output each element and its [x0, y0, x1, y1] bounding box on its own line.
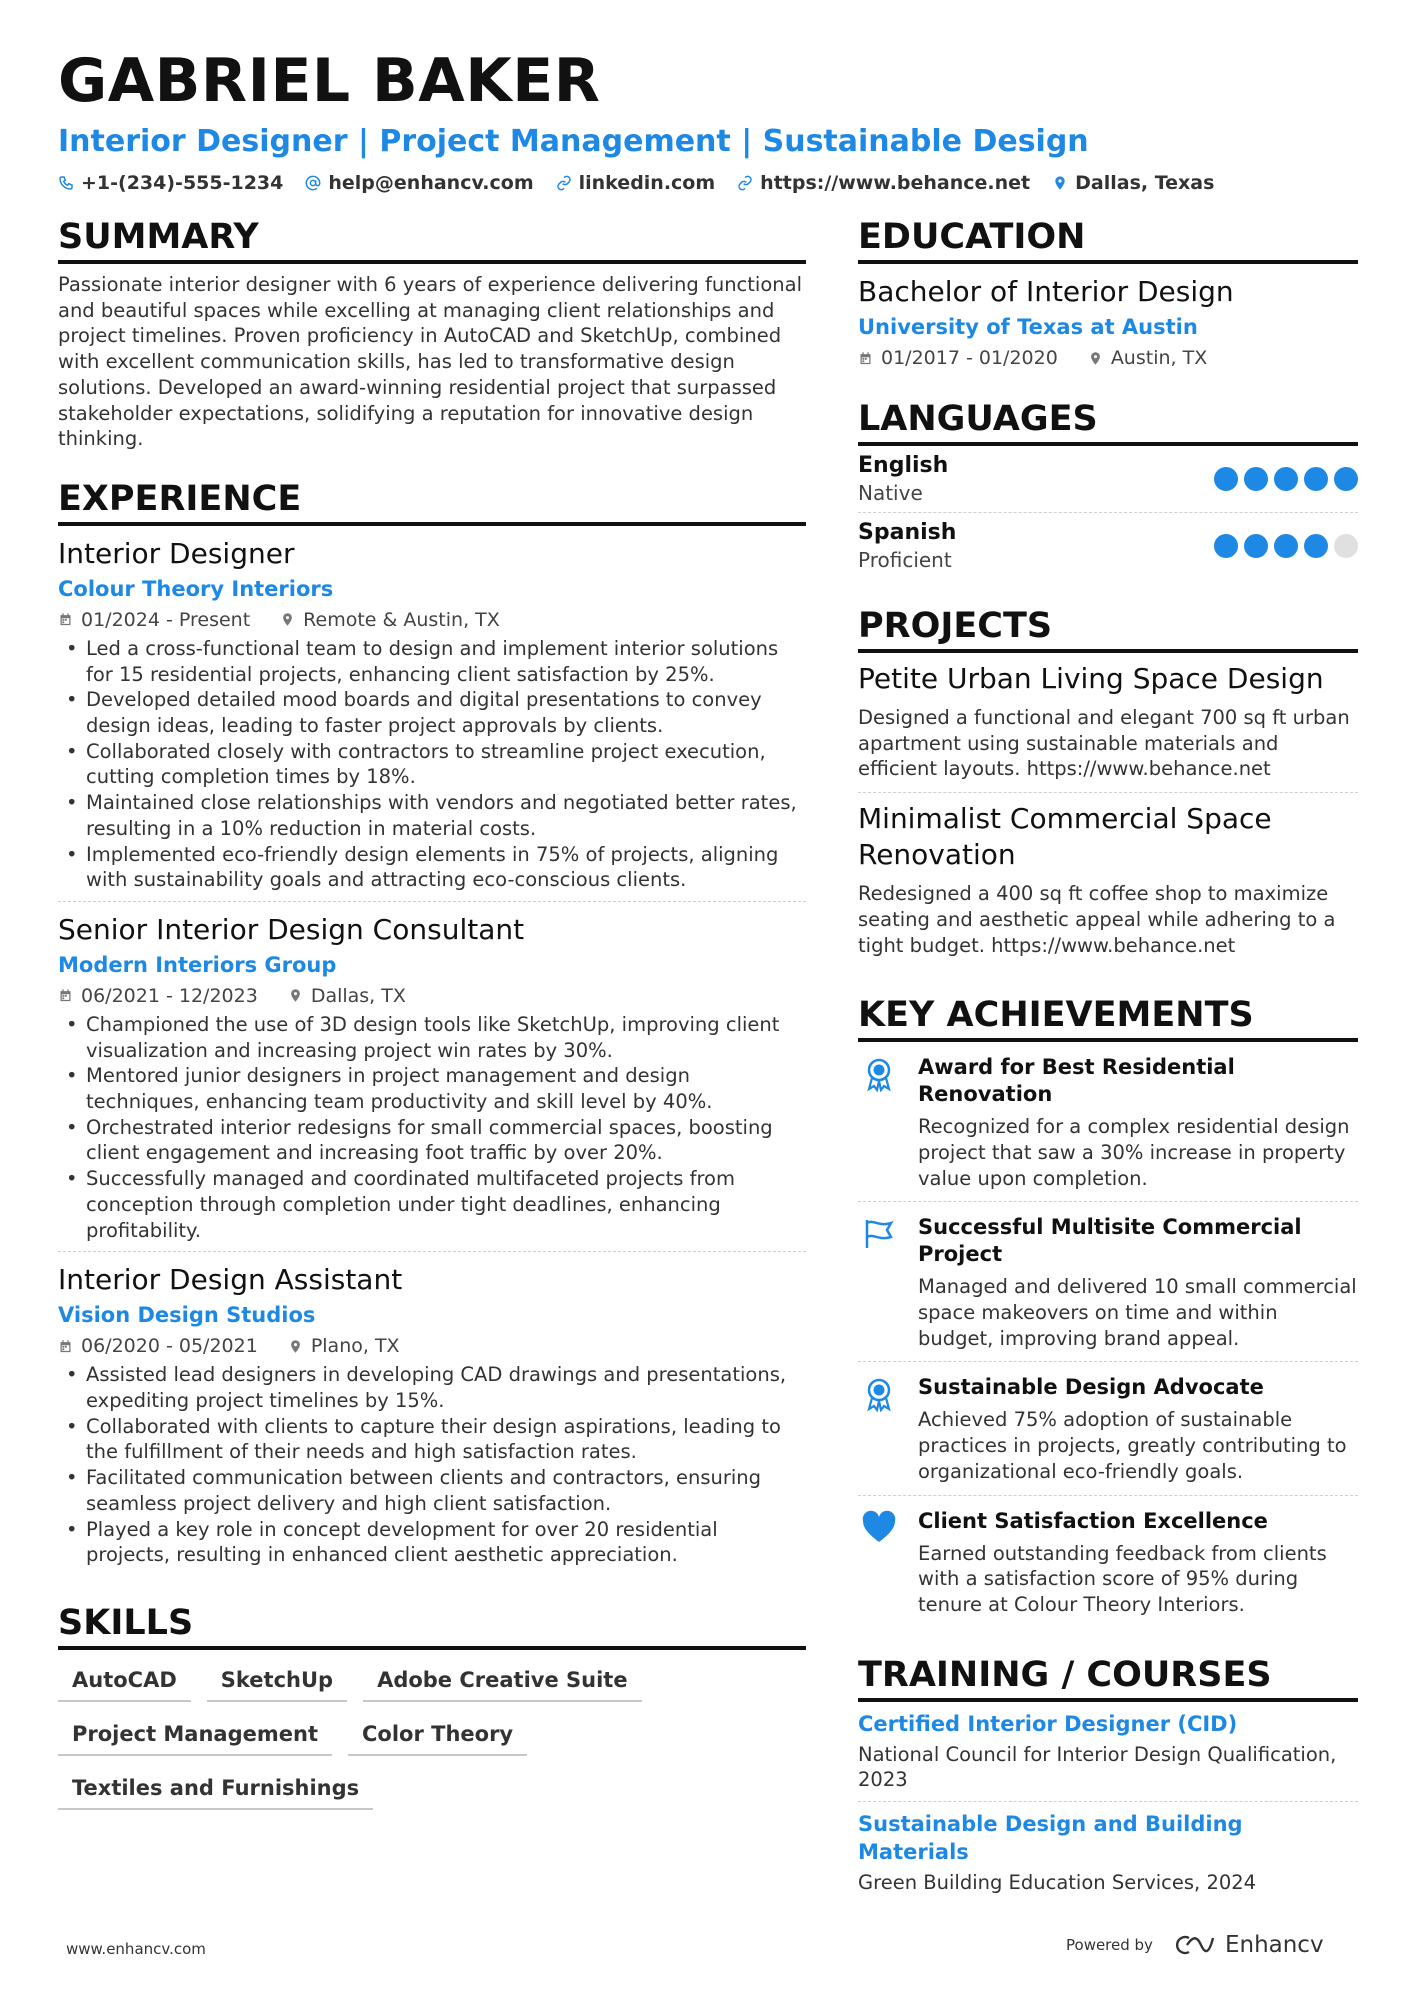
rating-dot-filled	[1244, 467, 1268, 491]
role-title: Senior Interior Design Consultant	[58, 912, 525, 946]
enhancv-logo-icon	[1171, 1932, 1215, 1958]
languages-heading: LANGUAGES	[858, 398, 1358, 446]
calendar-icon	[58, 1339, 73, 1354]
company-name: Colour Theory Interiors	[58, 576, 334, 601]
education-location	[1088, 344, 1207, 372]
flag-icon	[858, 1214, 900, 1351]
role-location-text: Dallas, TX	[310, 984, 406, 1007]
bullet-item: • Assisted lead designers in developing CAD drawings and presentations, expediting project timelines by 15%.	[58, 1362, 806, 1413]
location-pin-icon	[288, 988, 303, 1003]
course-entry	[858, 1802, 1358, 1904]
bullet-item: • Mentored junior designers in project management and design techniques, enhancing team productivity and skill level by 40%.	[58, 1063, 806, 1114]
summary-section	[58, 216, 806, 452]
skills-heading: SKILLS	[58, 1602, 806, 1650]
achievement-body	[918, 1214, 1358, 1351]
course-entry	[858, 1702, 1358, 1802]
achievement-description: Earned outstanding feedback from clients with a satisfaction score of 95% during tenure at Colour Theory Interiors.	[918, 1541, 1327, 1616]
course-provider: Green Building Education Services, 2024	[858, 1871, 1257, 1895]
skills-list	[58, 1662, 658, 1810]
summary-heading: SUMMARY	[58, 216, 806, 264]
role-dates-text: 06/2020 - 05/2021	[81, 1335, 258, 1358]
role-meta	[58, 982, 806, 1010]
left-column	[58, 216, 806, 1836]
bullet-item: • Played a key role in concept development for over 20 residential projects, resulting in enhanced client aesthetic appreciation.	[58, 1517, 806, 1568]
rating-dot-filled	[1274, 467, 1298, 491]
language-level: Native	[858, 481, 923, 505]
role-dates-text: 01/2024 - Present	[81, 608, 251, 631]
skill-tag: SketchUp	[207, 1662, 347, 1702]
bullet-item: • Orchestrated interior redesigns for small commercial spaces, boosting client engagement and increasing foot traffic by over 20%.	[58, 1115, 806, 1166]
location-text: Dallas, Texas	[1075, 172, 1215, 194]
achievement-title: Sustainable Design Advocate	[918, 1375, 1264, 1400]
role-dates	[58, 606, 250, 634]
achievement-entry	[858, 1042, 1358, 1202]
language-name: English	[858, 453, 949, 478]
rating-dot-filled	[1304, 534, 1328, 558]
skill-tag: Textiles and Furnishings	[58, 1770, 373, 1810]
award-icon	[858, 1374, 900, 1484]
bullet-item: • Maintained close relationships with vendors and negotiated better rates, resulting in a 10% reduction in material costs.	[58, 790, 806, 841]
role-location	[288, 1332, 400, 1360]
training-section	[858, 1654, 1358, 1904]
project-title: Minimalist Commercial Space Renovation	[858, 802, 1272, 872]
rating-dot-empty	[1334, 534, 1358, 558]
language-level: Proficient	[858, 548, 952, 572]
bullet-item: • Implemented eco-friendly design elements in 75% of projects, aligning with sustainability goals and attracting eco-conscious clients.	[58, 842, 806, 893]
language-entry	[858, 446, 1358, 513]
bullet-item: • Developed detailed mood boards and digital presentations to convey design ideas, leading to faster project approvals by clients.	[58, 687, 806, 738]
course-provider: National Council for Interior Design Qualification, 2023	[858, 1742, 1337, 1792]
heart-icon	[858, 1508, 900, 1618]
summary-text: Passionate interior designer with 6 years of experience delivering functional and beautiful spaces while excelling at managing client relationships and project timelines. Proven proficiency in AutoCAD and SketchUp, combined with excellent communication skills, has led to transformative design solutions. Developed an award-winning residential project that surpassed stakeholder expectations, solidifying a reputation for innovative design thinking.	[58, 273, 802, 451]
project-description: Redesigned a 400 sq ft coffee shop to maximize seating and aesthetic appeal while adhering to a tight budget. https://www.behance.net	[858, 882, 1336, 957]
achievement-entry	[858, 1496, 1358, 1628]
bullet-item: • Facilitated communication between clients and contractors, ensuring seamless project delivery and high client satisfaction.	[58, 1465, 806, 1516]
achievement-description: Managed and delivered 10 small commercial space makeovers on time and within budget, improving brand appeal.	[918, 1275, 1357, 1350]
achievement-title: Award for Best Residential Renovation	[918, 1055, 1235, 1107]
bullet-item: • Collaborated closely with contractors to streamline project execution, cutting completion times by 18%.	[58, 739, 806, 790]
contact-email[interactable]	[305, 172, 533, 194]
language-info	[858, 519, 956, 573]
rating-dot-filled	[1274, 534, 1298, 558]
project-entry	[858, 653, 1358, 793]
calendar-icon	[858, 351, 873, 366]
link-icon	[556, 175, 572, 191]
skill-tag: Color Theory	[348, 1716, 527, 1756]
role-meta	[58, 606, 806, 634]
location-pin-icon	[288, 1339, 303, 1354]
role-dates	[58, 1332, 258, 1360]
resume-header	[58, 44, 1358, 194]
rating-dot-filled	[1304, 467, 1328, 491]
training-heading: TRAINING / COURSES	[858, 1654, 1358, 1702]
education-location-text: Austin, TX	[1110, 347, 1208, 369]
language-rating	[1214, 467, 1358, 491]
achievement-body	[918, 1374, 1358, 1484]
location-pin-icon	[1088, 351, 1103, 366]
language-entry	[858, 513, 1358, 579]
location-pin-icon	[280, 612, 295, 627]
experience-entry	[58, 1252, 806, 1576]
role-location-text: Plano, TX	[310, 1335, 400, 1358]
rating-dot-filled	[1244, 534, 1268, 558]
footer-branding	[1066, 1932, 1324, 1958]
language-info	[858, 452, 948, 506]
role-dates-text: 06/2021 - 12/2023	[81, 984, 258, 1007]
experience-entry	[58, 526, 806, 902]
calendar-icon	[58, 612, 73, 627]
calendar-icon	[58, 988, 73, 1003]
skill-tag: Project Management	[58, 1716, 332, 1756]
candidate-name: GABRIEL BAKER	[58, 46, 601, 116]
linkedin-text: linkedin.com	[578, 172, 716, 194]
experience-section	[58, 478, 806, 1576]
footer-website[interactable]: www.enhancv.com	[66, 1940, 206, 1958]
role-location	[288, 982, 406, 1010]
education-dates-text: 01/2017 - 01/2020	[881, 347, 1058, 369]
link-icon	[737, 175, 753, 191]
company-name: Modern Interiors Group	[58, 952, 337, 977]
language-name: Spanish	[858, 520, 957, 545]
skill-tag: Adobe Creative Suite	[363, 1662, 642, 1702]
projects-heading: PROJECTS	[858, 605, 1358, 653]
education-heading: EDUCATION	[858, 216, 1358, 264]
skill-tag: AutoCAD	[58, 1662, 191, 1702]
location-pin-icon	[1052, 175, 1068, 191]
award-icon	[858, 1054, 900, 1191]
contact-linkedin[interactable]	[556, 172, 716, 194]
brand-name: Enhancv	[1224, 1932, 1324, 1958]
experience-entry	[58, 902, 806, 1252]
achievements-section	[858, 994, 1358, 1627]
achievement-entry	[858, 1362, 1358, 1495]
role-title: Interior Design Assistant	[58, 1263, 403, 1297]
achievements-heading: KEY ACHIEVEMENTS	[858, 994, 1358, 1042]
at-icon	[305, 175, 321, 191]
course-title: Sustainable Design and Building Materials	[858, 1812, 1243, 1865]
headline: Interior Designer | Project Management | Sustainable Design	[58, 124, 1089, 159]
achievement-title: Successful Multisite Commercial Project	[918, 1215, 1302, 1267]
contact-website[interactable]	[737, 172, 1030, 194]
project-description: Designed a functional and elegant 700 sq ft urban apartment using sustainable materials and efficient layouts. https://www.behance.net	[858, 706, 1350, 781]
company-name: Vision Design Studios	[58, 1303, 316, 1328]
projects-section	[858, 605, 1358, 968]
education-section	[858, 216, 1358, 372]
achievement-entry	[858, 1202, 1358, 1362]
degree-name: Bachelor of Interior Design	[858, 275, 1234, 308]
right-column	[858, 216, 1358, 1930]
powered-by-text: Powered by	[1066, 1936, 1153, 1954]
role-location-text: Remote & Austin, TX	[303, 608, 500, 631]
language-rating	[1214, 534, 1358, 558]
project-title: Petite Urban Living Space Design	[858, 662, 1324, 695]
achievement-body	[918, 1508, 1358, 1618]
email-text: help@enhancv.com	[328, 172, 534, 194]
project-entry	[858, 793, 1358, 968]
role-bullets	[58, 1362, 806, 1568]
rating-dot-filled	[1334, 467, 1358, 491]
achievement-title: Client Satisfaction Excellence	[918, 1508, 1268, 1533]
education-dates	[858, 344, 1058, 372]
course-title: Certified Interior Designer (CID)	[858, 1711, 1238, 1736]
languages-section	[858, 398, 1358, 579]
school-name: University of Texas at Austin	[858, 315, 1198, 339]
skills-section	[58, 1602, 806, 1810]
contact-bar	[58, 172, 1358, 194]
bullet-item: • Led a cross-functional team to design and implement interior solutions for 15 residential projects, enhancing client satisfaction by 25%.	[58, 636, 806, 687]
role-bullets	[58, 1012, 806, 1243]
role-location	[280, 606, 500, 634]
achievement-description: Recognized for a complex residential design project that saw a 30% increase in property value upon completion.	[918, 1115, 1350, 1190]
achievement-body	[918, 1054, 1358, 1191]
contact-location	[1052, 172, 1214, 194]
bullet-item: • Collaborated with clients to capture their design aspirations, leading to the fulfillment of their needs and high satisfaction rates.	[58, 1414, 806, 1465]
role-meta	[58, 1332, 806, 1360]
achievement-description: Achieved 75% adoption of sustainable practices in projects, greatly contributing to organizational eco-friendly goals.	[918, 1408, 1347, 1483]
phone-icon	[58, 175, 74, 191]
bullet-item: • Championed the use of 3D design tools like SketchUp, improving client visualization and increasing project win rates by 30%.	[58, 1012, 806, 1063]
phone-text: +1-(234)-555-1234	[81, 172, 284, 194]
brand-logo[interactable]	[1171, 1932, 1324, 1958]
role-dates	[58, 982, 258, 1010]
role-title: Interior Designer	[58, 536, 295, 570]
education-meta	[858, 344, 1358, 372]
experience-heading: EXPERIENCE	[58, 478, 806, 526]
rating-dot-filled	[1214, 534, 1238, 558]
bullet-item: • Successfully managed and coordinated multifaceted projects from conception through completion under tight deadlines, enhancing profitability.	[58, 1166, 806, 1243]
rating-dot-filled	[1214, 467, 1238, 491]
role-bullets	[58, 636, 806, 893]
website-text: https://www.behance.net	[760, 172, 1031, 194]
contact-phone[interactable]	[58, 172, 283, 194]
